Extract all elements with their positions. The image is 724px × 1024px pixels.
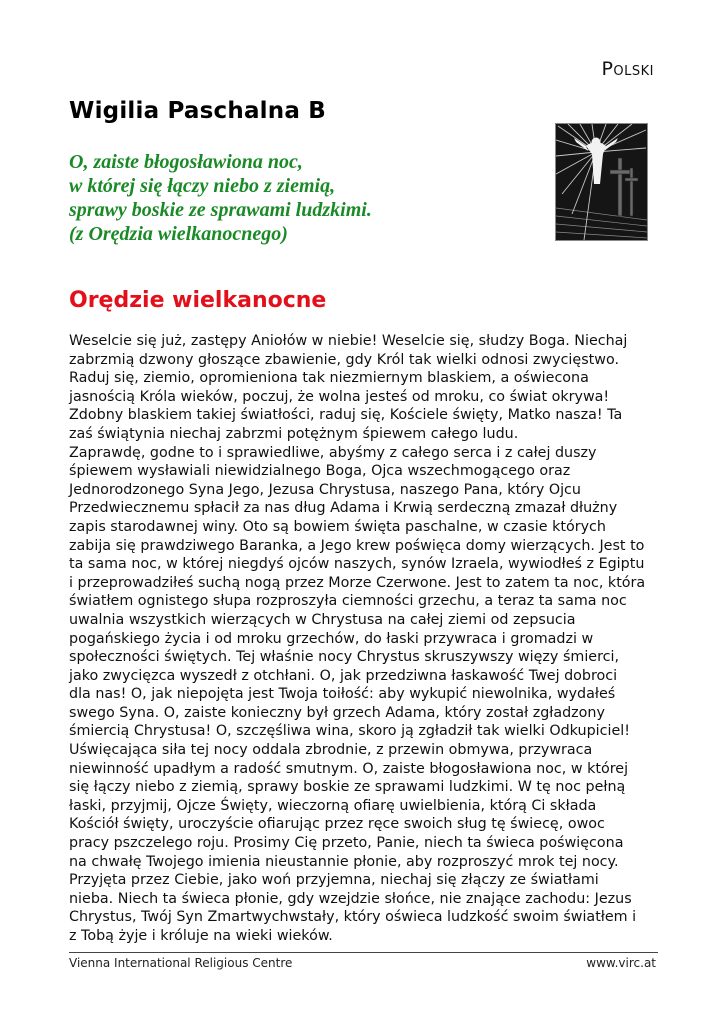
- text-line: łaski, przyjmij, Ojcze Święty, wieczorną ofiarę uwielbienia, którą Ci składa: [69, 797, 597, 814]
- text-line: Weselcie się już, zastępy Aniołów w niebie! Weselcie się, słudzy Boga. Niechaj: [69, 333, 628, 349]
- text-line: zabrzmią dzwony głoszące zbawienie, gdy Król tak wielki odnosi zwycięstwo.: [69, 351, 619, 368]
- language-label: Polski: [601, 58, 654, 80]
- exsultet-text: [69, 332, 662, 946]
- text-line: śpiewem wysławiali niewidzialnego Boga, Ojca wszechmogącego oraz: [69, 463, 571, 480]
- woodcut-illustration: [556, 124, 647, 240]
- text-line: Zdobny blaskiem takiej światłości, raduj się, Kościele święty, Matko nasza! Ta: [69, 407, 623, 424]
- footer-divider: [69, 952, 658, 953]
- text-line: pogańskiego życia i od mroku grzechów, do łaski przywraca i gromadzi w: [69, 630, 594, 647]
- text-line: Przyjęta przez Ciebie, jako woń przyjemna, niechaj się złączy ze światłami: [69, 872, 599, 889]
- text-line: niewinność upadłym a radość smutnym. O, zaiste błogosławiona noc, w której: [69, 760, 629, 777]
- text-line: Jednorodzonego Syna Jego, Jezusa Chrystusa, naszego Pana, który Ojcu: [69, 481, 581, 498]
- quote-line: O, zaiste błogosławiona noc,: [69, 151, 303, 173]
- risen-christ-woodcut-icon: [555, 123, 648, 241]
- text-line: ta sama noc, w której niegdyś ojców naszych, synów Izraela, wywiodłeś z Egiptu: [69, 556, 645, 573]
- quote-line: w której się łączy niebo z ziemią,: [69, 175, 336, 197]
- text-line: swego Syna. O, zaiste konieczny był grzech Adama, który został zgładzony: [69, 704, 605, 721]
- text-line: śmiercią Chrystusa! O, szczęśliwa wina, skoro ją zgładził tak wielki Odkupiciel!: [69, 723, 630, 740]
- text-line: nieba. Niech ta świeca płonie, gdy wzejdzie słońce, nie znające zachodu: Jezus: [69, 890, 632, 907]
- text-line: z Tobą żyje i króluje na wieki wieków.: [69, 928, 333, 944]
- text-line: Uświęcająca siła tej nocy oddala zbrodnie, z przewin obmywa, przywraca: [69, 742, 593, 759]
- text-line: zaś świątynia niechaj zabrzmi potężnym śpiewem całego ludu.: [69, 425, 519, 442]
- text-line: uwalnia wszystkich wierzących w Chrystusa na całej ziemi od zepsucia: [69, 611, 576, 628]
- text-line: społeczności świętych. Tej właśnie nocy Chrystus skruszywszy więzy śmierci,: [69, 649, 620, 666]
- page-title: Wigilia Paschalna B: [69, 98, 326, 124]
- text-line: światłem ognistego słupa rozproszyła ciemności grzechu, a teraz ta sama noc: [69, 593, 627, 610]
- text-line: zabija się prawdziwego Baranka, a Jego krew poświęca domy wierzących. Jest to: [69, 537, 645, 554]
- text-line: jasnością Króla wieków, poczuj, że wolna jesteś od mroku, co świat okrywa!: [69, 388, 610, 405]
- text-line: dla nas! O, jak niepojęta jest Twoja toiłość: aby wykupić niewolnika, wydałeś: [69, 686, 616, 703]
- quote-source: (z Orędzia wielkanocnego): [69, 223, 288, 245]
- footer-website: www.virc.at: [586, 956, 656, 970]
- footer-organization: Vienna International Religious Centre: [69, 956, 293, 970]
- text-line: się łączy niebo z ziemią, sprawy boskie ze sprawami ludzkimi. W tę noc pełną: [69, 779, 626, 796]
- opening-quote: [69, 150, 489, 246]
- text-line: Raduj się, ziemio, opromieniona tak niezmiernym blaskiem, a oświecona: [69, 370, 589, 387]
- text-line: Kościół święty, uroczyście ofiarując przez ręce swoich sług tę świecę, owoc: [69, 816, 605, 833]
- text-line: Przedwiecznemu spłacił za nas dług Adama i Krwią serdeczną zmazał dłużny: [69, 500, 618, 517]
- text-line: pracy pszczelego roju. Prosimy Cię przeto, Panie, niech ta świeca poświęcona: [69, 835, 624, 852]
- text-line: na chwałę Twojego imienia nieustannie płonie, aby rozproszyć mrok tej nocy.: [69, 853, 619, 870]
- text-line: Zaprawdę, godne to i sprawiedliwe, abyśmy z całego serca i z całej duszy: [69, 444, 597, 461]
- text-line: zapis starodawnej winy. Oto są bowiem święta paschalne, w czasie których: [69, 518, 606, 535]
- text-line: i przeprowadziłeś suchą nogą przez Morze Czerwone. Jest to zatem ta noc, która: [69, 574, 646, 591]
- text-line: jako zwycięzca wyszedł z otchłani. O, jak przedziwna łaskawość Twej dobroci: [69, 667, 618, 684]
- quote-line: sprawy boskie ze sprawami ludzkimi.: [69, 199, 372, 221]
- text-line: Chrystus, Twój Syn Zmartwychwstały, który oświeca ludzkość swoim światłem i: [69, 909, 637, 926]
- section-title: Orędzie wielkanocne: [69, 288, 327, 313]
